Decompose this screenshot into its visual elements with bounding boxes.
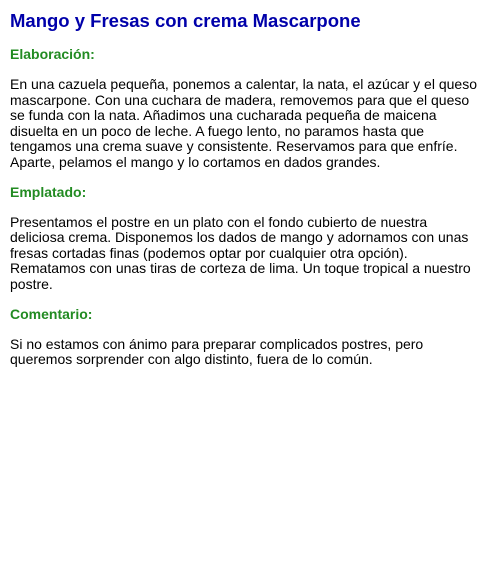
section-body-emplatado: Presentamos el postre en un plato con el fondo cubierto de nuestra deliciosa crema. Disponemos los dados de mango y adornamos con unas fresas cortadas finas (podemos optar por cualquier otra opción). Rematamos con unas tiras de corteza de lima. Un toque tropical a nuestro postre. [10,213,471,292]
section-elaboracion [10,46,479,171]
page-title: Mango y Fresas con crema Mascarpone [10,10,361,31]
section-heading-elaboracion: Elaboración: [10,46,95,62]
section-body-comentario: Si no estamos con ánimo para preparar complicados postres, pero queremos sorprender con algo distinto, fuera de lo común. [10,335,424,368]
section-emplatado [10,184,479,293]
section-comentario [10,306,479,368]
section-heading-emplatado: Emplatado: [10,183,87,200]
section-heading-comentario: Comentario: [10,305,93,322]
section-body-elaboracion: En una cazuela pequeña, ponemos a calentar, la nata, el azúcar y el queso mascarpone. Con una cuchara de madera, removemos para que el queso se funda con la nata. Añadimos una cucharada pequeña de maicena disuelta en un poco de leche. A fuego lento, no paramos hasta que tengamos una crema suave y consistente. Reservamos para que enfríe. Aparte, pelamos el mango y lo cortamos en dados grandes. [10,76,477,170]
